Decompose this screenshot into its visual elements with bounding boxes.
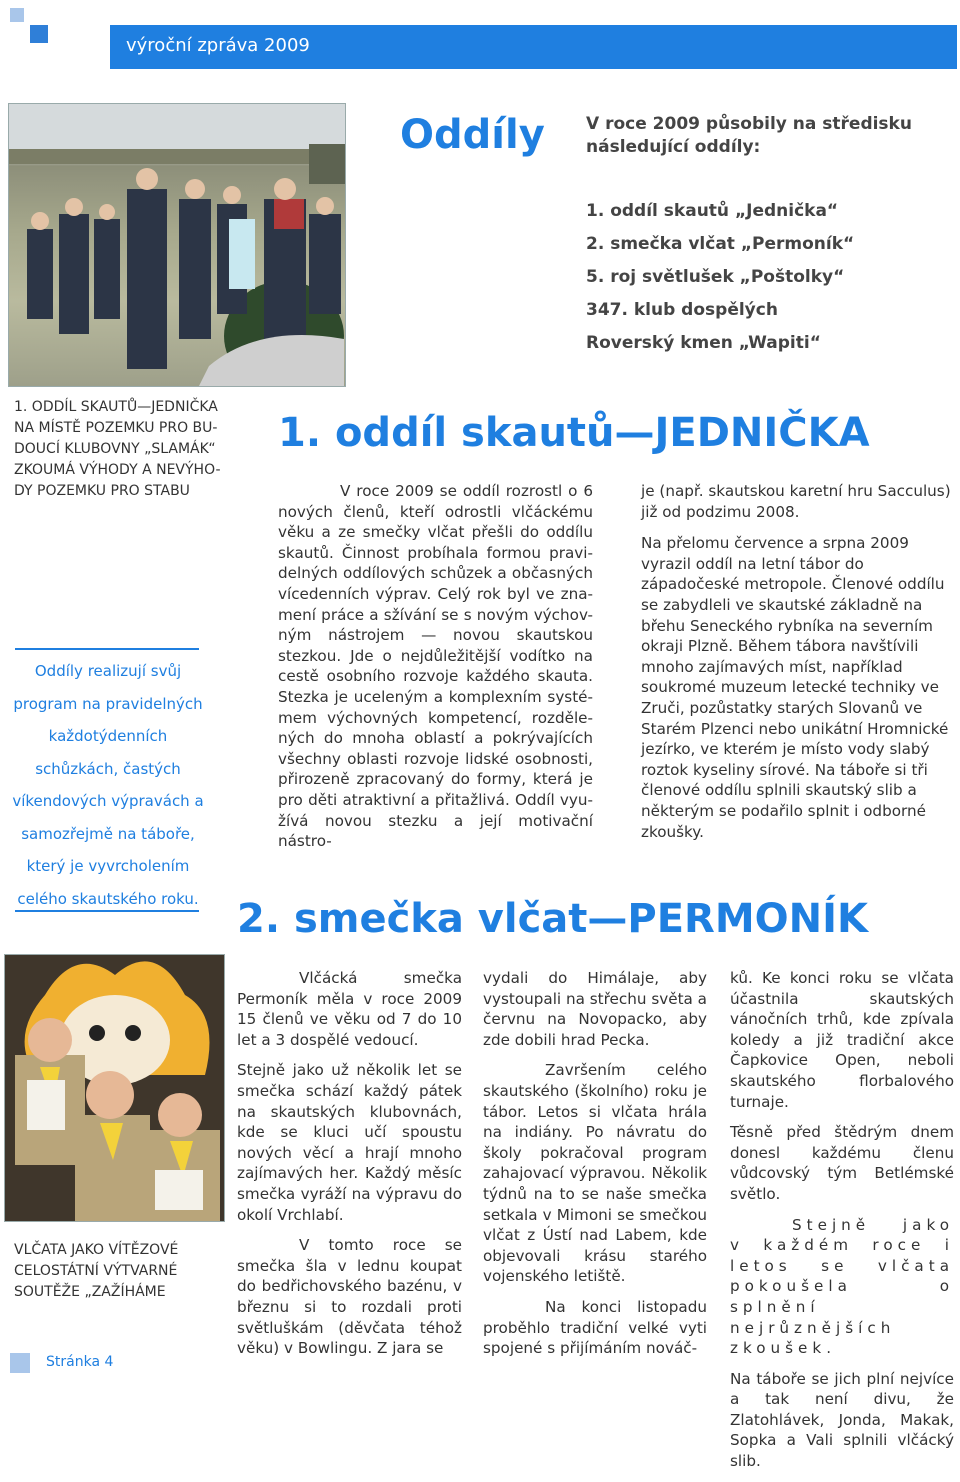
units-intro: V roce 2009 působily na středisku následující oddíly: <box>586 114 912 157</box>
quote-rule-bottom <box>15 910 199 912</box>
section2-paragraph: ků. Ke konci roku se vlčata účastnila skautských vánočních trhů, kde zpívala koledy a již tradiční akce Čapkovice Open, neboli skautského florbalového turnaje. <box>730 969 954 1111</box>
section1-col2-paragraph: Na přelomu července a srpna 2009 vyrazil oddíl na letní tábor do západočeské metropole. Členové oddílu se zabydleli ve skautské základně na břehu Seneckého rybníka na severním okraji Plzně. Během tábora navštívili mnoho zajímavých míst, například soukromé muzeum letecké techniky ve Zruči, pozůstatky starých Slovanů ve Starém Plzenci nebo unikátní Hromnické jezírko, ve kterém je místo vody slabý roztok kyseliny sírové. Na táboře si tři členové oddílu splnili skautský slib a některým se podařilo splnit i odborné zkoušky. <box>641 534 949 841</box>
photo-cubs-illustration <box>5 955 224 1221</box>
photo-cubs-with-mascot <box>4 954 225 1222</box>
section1-heading: 1. oddíl skautů—JEDNIČKA <box>278 410 870 456</box>
section2-paragraph: Na konci listopadu proběhlo tradiční velké vyti spojené s přijímáním nováč- <box>483 1297 707 1358</box>
section2-paragraph: Vlčácká smečka Permoník měla v roce 2009 15 členů ve věku od 7 do 10 let a 3 dospělé vedoucí. <box>237 969 462 1049</box>
section1-col2-continuation: je (např. skautskou karetní hru Sacculus) již od podzimu 2008. <box>641 482 951 521</box>
section2-paragraph: Stejně jako v každém roce i letos se vlčata pokoušela o splnění nejrůznějších zkoušek. <box>730 1215 954 1358</box>
photo-scouts-illustration <box>9 104 345 386</box>
unit-item: 1. oddíl skautů „Jednička“ <box>586 201 839 221</box>
section2-paragraph: vydali do Himálaje, aby vystoupali na střechu světa a červnu na Novopacko, aby zde dobili hrad Pecka. <box>483 969 707 1049</box>
section2-heading: 2. smečka vlčat—PERMONÍK <box>237 896 869 942</box>
section2-paragraph: Stejně jako už několik let se smečka schází každý pátek na skautských klubovnách, kde se kluci učí spoustu nových věcí a hrají mnoho zajímavých her. Každý měsíc smečka vyráží na výpravu do okolí Vrchlabí. <box>237 1061 462 1224</box>
section2-column2 <box>483 968 707 1369</box>
header-square-small <box>10 8 24 22</box>
section1-column1: V roce 2009 se oddíl rozrostl o 6 nových členů, kteří odrostli vlčáckému věku a ze smečky vlčat přešli do oddílu skautů. Činnost probíhala formou pravi-delných oddílových schůzek a občasných vícedenních výprav. Celý rok byl ve zna-mení práce a sžívání se s novým výchov-ným nástrojem — novou skautskou stezkou. Jde o nejdůležitější vodítko na cestě osobního rozvoje každého skauta. Stezka je uceleným a komplexním systé-mem výchovných kompetencí, rozděle-ných do mnoha oblastí a pokrývajících všechny oblasti rozvoje lidské osobnosti, přirozeně zpracovaný do formy, která je pro děti atraktivní a přitažlivá. Oddíl vyu-žívá novou stezku a její motivační nástro- <box>278 482 593 851</box>
photo-scouts-on-land <box>8 103 346 387</box>
header-bar <box>110 25 957 69</box>
section1-column2 <box>641 481 957 853</box>
unit-item: Roverský kmen „Wapiti“ <box>586 333 821 353</box>
quote-rule-top <box>15 648 199 650</box>
section2-column1 <box>237 968 462 1369</box>
pull-quote: Oddíly realizují svůj program na pravidelných každotýdenních schůzkách, častých víkendových výpravách a samozřejmě na táboře, který je vyvrcholením celého skautského roku. <box>12 662 204 908</box>
header-square-large <box>30 25 48 43</box>
unit-item: 5. roj světlušek „Poštolky“ <box>586 267 845 287</box>
report-title: výroční zpráva 2009 <box>126 35 310 56</box>
section2-paragraph: V tomto roce se smečka šla v lednu koupat do bedřichovského bazénu, v březnu si to rozdali proti světluškám (děvčata téhož věku) v Bowlingu. Z jara se <box>237 1236 462 1358</box>
unit-item: 347. klub dospělých <box>586 300 778 320</box>
section2-column3 <box>730 968 954 1482</box>
units-list <box>586 199 854 364</box>
photo1-caption: 1. ODDÍL SKAUTŮ—JEDNIČKA NA MÍSTĚ POZEMKU PRO BU-DOUCÍ KLUBOVNY „SLAMÁK“ ZKOUMÁ VÝHODY A NEVÝHO-DY POZEMKU PRO STABU <box>14 399 221 499</box>
section2-paragraph: Na táboře se jich plní nejvíce a tak není divu, že Zlatohlávek, Jonda, Makak, Sopka a Vali splnili vlčácký slib. <box>730 1369 954 1471</box>
section2-paragraph: Těsně před štědrým dnem donesl každému členu vůdcovský tým Betlémské světlo. <box>730 1123 954 1203</box>
footer-square <box>10 1353 30 1373</box>
unit-item: 2. smečka vlčat „Permoník“ <box>586 234 855 254</box>
page-number: Stránka 4 <box>46 1354 114 1370</box>
section2-paragraph: Završením celého skautského (školního) roku je tábor. Letos si vlčata hrála na indiány. Po návratu do školy pokračoval program zahajovací výpravou. Několik týdnů na to se naše smečka setkala v Mimoni se smečkou vlčat z Ústí nad Labem, kde objevovali krásu starého vojenského letiště. <box>483 1061 707 1286</box>
page-title: Oddíly <box>400 112 545 158</box>
photo2-caption: VLČATA JAKO VÍTĚZOVÉ CELOSTÁTNÍ VÝTVARNÉ SOUTĚŽE „ZAŽÍHÁME <box>14 1242 179 1300</box>
